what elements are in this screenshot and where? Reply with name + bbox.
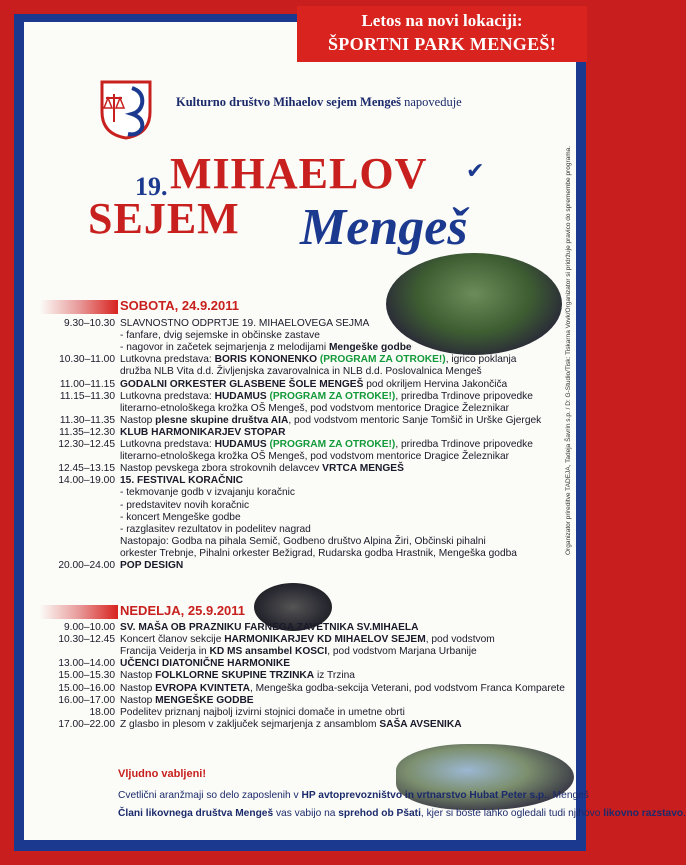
program-item-green: (PROGRAM ZA OTROKE!) — [266, 439, 396, 450]
program-item — [120, 622, 418, 634]
program-item — [120, 391, 533, 403]
program-item-bold: HUDAMUS — [211, 390, 267, 402]
program-time: 11.15–11.30 — [59, 390, 115, 402]
footer-text: vas vabijo na — [273, 808, 339, 819]
organizer-name: Kulturno društvo Mihaelov sejem Mengeš — [176, 95, 401, 109]
program-item — [120, 548, 517, 560]
program-item-tail: pod okriljem Hervina Jakončiča — [363, 378, 508, 390]
footer-walk: sprehod ob Pšati — [338, 808, 421, 819]
program-time: 11.00–11.15 — [59, 378, 115, 390]
program-item-bold: KLUB HARMONIKARJEV STOPAR — [120, 426, 286, 438]
program-item-bold: plesne skupine društva AIA — [152, 414, 289, 426]
program-item-text: Lutkovna predstava: — [120, 439, 212, 450]
program-item — [120, 403, 509, 415]
program-item — [120, 536, 486, 548]
program-item-text: Lutkovna predstava: — [120, 354, 212, 366]
program-item-bold: MENGEŠKE GODBE — [152, 694, 254, 706]
program-item-green: (PROGRAM ZA OTROKE!) — [317, 354, 446, 366]
program-time: 17.00–22.00 — [58, 718, 115, 730]
sunday-heading-bar — [40, 605, 118, 619]
program-item-bold: HUDAMUS — [211, 439, 267, 450]
program-item-text: - tekmovanje godb v izvajanju koračnic — [120, 487, 295, 499]
program-item-tail: , igrico poklanja — [445, 354, 517, 366]
program-item — [120, 487, 295, 499]
program-item — [120, 500, 249, 512]
footer-text: , kjer si boste lahko ogledali tudi njihovo — [420, 808, 604, 819]
program-item-bold: SV. MAŠA OB PRAZNIKU FARNEGA ZAVETNIKA SV.MIHAELA — [120, 622, 419, 633]
footer-text: . — [683, 808, 686, 819]
program-item-bold: GODALNI ORKESTER GLASBENE ŠOLE MENGEŠ — [120, 378, 364, 390]
program-item — [120, 512, 241, 524]
title-word-menges: Mengeš — [300, 199, 468, 256]
society-logo-icon — [98, 78, 154, 140]
program-item-text: Nastop — [120, 694, 153, 706]
program-time: 14.00–19.00 — [58, 475, 115, 487]
program-time: 11.35–12.30 — [59, 426, 115, 438]
saturday-heading-bar — [40, 300, 118, 314]
footer-text: Cvetlični aranžmaji so delo zaposlenih v — [118, 790, 299, 801]
program-time: 16.00–17.00 — [58, 694, 115, 706]
program-item-text: Lutkovna predstava: — [120, 390, 212, 402]
program-item-bold: HARMONIKARJEV KD MIHAELOV SEJEM — [221, 634, 426, 646]
program-time: 15.00–15.30 — [58, 670, 115, 682]
location-banner — [297, 6, 587, 62]
program-item — [120, 695, 254, 707]
program-item-text: literarno-etnološkega krožka OŠ Mengeš, pod vodstvom mentorice Dragice Železnikar — [120, 402, 510, 414]
program-item-text: Koncert članov sekcije — [120, 634, 222, 646]
title-word-mihaelov: MIHAELOV — [170, 149, 428, 198]
footer-place: , Mengeš — [547, 790, 589, 801]
program-item-tail: , priredba Trdinove pripovedke — [395, 390, 533, 402]
program-item — [120, 658, 290, 670]
program-time: 18.00 — [89, 706, 115, 718]
program-item-bold: VRTCA MENGEŠ — [319, 463, 404, 475]
program-time: 9.00–10.00 — [64, 622, 115, 633]
organizer-side-note: Organizator prireditve TADEJA, Tadeja Šavrin s.p. / D: G-Studio/Tisk: Tiskarna Vovk/Organizator si pridržuje pravico do spremembe programa. — [565, 145, 572, 555]
program-item-tail: , Mengeška godba-sekcija Veterani, pod vodstvom Franca Komparete — [250, 682, 565, 694]
intro-verb: napoveduje — [404, 95, 462, 109]
program-item — [120, 683, 565, 695]
program-item-text: Nastop — [120, 670, 153, 682]
program-item-green: (PROGRAM ZA OTROKE!) — [266, 390, 396, 402]
program-item-tail: , pod vodstvom Marjana Urbanije — [327, 646, 477, 658]
footer-line1 — [118, 790, 589, 802]
program-item-text: - nagovor in začetek sejmarjenja z melodijami — [120, 342, 327, 354]
program-time: 13.00–14.00 — [58, 658, 115, 670]
program-item-text: - razglasitev rezultatov in podelitev nagrad — [120, 523, 311, 535]
banner-line1: Letos na novi lokaciji: — [361, 11, 523, 30]
program-item — [120, 439, 533, 451]
program-item-text: Z glasbo in plesom v zaključek sejmarjenja z ansamblom — [120, 718, 377, 730]
program-item — [120, 451, 509, 463]
program-time: 10.30–11.00 — [59, 354, 115, 366]
footer-society: Člani likovnega društva Mengeš — [118, 808, 274, 819]
invitation-text: Vljudno vabljeni! — [118, 768, 207, 780]
program-item — [120, 366, 482, 378]
title-word-sejem: SEJEM — [88, 194, 240, 243]
program-item — [120, 463, 404, 475]
program-item-tail: iz Trzina — [314, 670, 355, 682]
program-item-bold: Mengeške godbe — [326, 342, 412, 354]
program-item — [120, 415, 541, 427]
footer-company: HP avtoprevozništvo in vrtnarstvo Hubat Peter s.p. — [301, 790, 547, 801]
program-item-bold: POP DESIGN — [120, 560, 184, 571]
program-time: 12.45–13.15 — [58, 463, 115, 475]
program-item — [120, 524, 311, 536]
brass-band-photo — [386, 253, 562, 355]
program-item-text: - predstavitev novih koračnic — [120, 499, 250, 511]
program-item — [120, 354, 516, 366]
program-time: 10.30–12.45 — [58, 634, 115, 646]
program-item — [120, 670, 355, 682]
program-time: 9.30–10.30 — [64, 318, 115, 329]
program-item — [120, 342, 412, 354]
banner-line2: ŠPORTNI PARK MENGEŠ! — [327, 34, 557, 54]
program-item-bold: EVROPA KVINTETA — [152, 682, 251, 694]
program-item-tail: , pod vodstvom mentoric Sanje Tomšič in Urške Gjergek — [288, 414, 542, 426]
program-item-bold: 15. FESTIVAL KORAČNIC — [120, 475, 244, 487]
intro-line — [176, 95, 462, 110]
program-item — [120, 318, 369, 330]
program-item-text: Nastopajo: Godba na pihala Semič, Godbeno društvo Alpina Žiri, Občinski pihalni — [120, 535, 486, 547]
program-item — [120, 379, 507, 391]
program-item — [120, 427, 285, 439]
program-item-text: Podelitev priznanj najbolj izvirni stojnici domače in umetne obrti — [120, 706, 405, 718]
edition-number: 19. — [135, 172, 168, 201]
program-time: 12.30–12.45 — [58, 439, 115, 450]
program-item-bold: KD MS ansambel KOSCI — [206, 646, 328, 658]
program-item-text: Francija Veiderja in — [120, 646, 207, 658]
program-item-bold: BORIS KONONENKO — [211, 354, 318, 366]
program-item — [120, 719, 462, 731]
footer-line2 — [118, 808, 686, 820]
program-item-bold: SAŠA AVSENIKA — [376, 718, 462, 730]
program-item-text: Nastop pevskega zbora strokovnih delavcev — [120, 463, 320, 475]
program-item-tail: , priredba Trdinove pripovedke — [395, 439, 533, 450]
program-item-text: literarno-etnološkega krožka OŠ Mengeš, pod vodstvom mentorice Dragice Železnikar — [120, 451, 510, 463]
saturday-heading: SOBOTA, 24.9.2011 — [120, 298, 239, 313]
program-item-text: SLAVNOSTNO ODPRTJE 19. MIHAELOVEGA SEJMA — [120, 318, 370, 329]
footer-exhibition: likovno razstavo — [603, 808, 684, 819]
program-item — [120, 560, 183, 572]
program-item-bold: UČENCI DIATONIČNE HARMONIKE — [120, 658, 290, 670]
program-item-text: - koncert Mengeške godbe — [120, 511, 241, 523]
program-time: 20.00–24.00 — [58, 560, 115, 571]
program-item — [120, 634, 495, 646]
program-item — [120, 646, 477, 658]
program-item — [120, 330, 320, 342]
sunday-heading: NEDELJA, 25.9.2011 — [120, 603, 246, 618]
program-item-text: - fanfare, dvig sejemske in občinske zastave — [120, 330, 320, 342]
program-item — [120, 707, 405, 719]
program-item-text: Nastop — [120, 414, 153, 426]
program-time: 15.00–16.00 — [58, 682, 115, 694]
program-item-text: družba NLB Vita d.d. Življenjska zavarovalnica in NLB d.d. Poslovalnica Mengeš — [120, 366, 482, 378]
program-item-text: orkester Trebnje, Pihalni orkester Bežigrad, Rudarska godba Hrastnik, Mengeška godba — [120, 547, 517, 559]
program-item — [120, 475, 243, 487]
check-mark-icon: ✔ — [466, 158, 485, 183]
program-item-tail: , pod vodstvom — [425, 634, 495, 646]
program-time: 11.30–11.35 — [59, 414, 115, 426]
program-item-text: Nastop — [120, 682, 153, 694]
program-item-bold: FOLKLORNE SKUPINE TRZINKA — [152, 670, 315, 682]
